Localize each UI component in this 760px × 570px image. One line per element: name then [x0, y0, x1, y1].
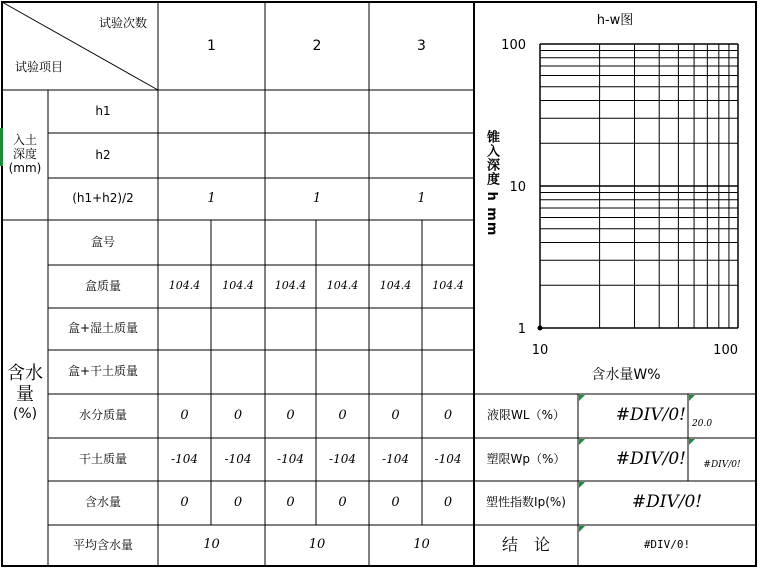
- row-label-h2: h2: [95, 147, 111, 162]
- cell-water-1-0[interactable]: 104.4: [168, 279, 201, 293]
- cell-water-0-3[interactable]: [316, 220, 369, 265]
- cell-water-4-3[interactable]: 0: [338, 407, 347, 423]
- cell-havg-2[interactable]: 1: [312, 190, 322, 206]
- chart-xlabel: 含水量W%: [591, 367, 661, 383]
- cell-water-1-5[interactable]: 104.4: [432, 279, 464, 293]
- cell-water-5-5[interactable]: -104: [434, 451, 462, 466]
- liquid-limit-extra[interactable]: 20.0: [692, 418, 713, 429]
- row-label-water-1: 盒质量: [84, 278, 121, 293]
- conclusion-value[interactable]: #DIV/0!: [643, 538, 691, 552]
- cell-water-1-4[interactable]: 104.4: [379, 279, 412, 293]
- cell-water-6-0[interactable]: 0: [180, 494, 189, 510]
- cell-water-3-1[interactable]: [211, 350, 265, 394]
- cell-water-0-2[interactable]: [265, 220, 316, 265]
- diag-label-trials: 试验次数: [98, 16, 147, 31]
- cell-note-marker: [579, 395, 585, 401]
- plastic-limit-label: 塑限Wp（%）: [486, 451, 566, 466]
- cell-water-3-0[interactable]: [158, 350, 211, 394]
- plastic-limit-value[interactable]: #DIV/0!: [615, 448, 686, 469]
- chart-ylabel: 锥入深度 h mm: [484, 130, 499, 237]
- cell-havg-1[interactable]: 1: [207, 190, 216, 206]
- cell-h2-3[interactable]: [369, 133, 474, 178]
- cell-water-2-4[interactable]: [369, 308, 422, 350]
- depth-label-line1: 入土: [12, 133, 37, 148]
- water-label-line1: 含水: [7, 363, 43, 385]
- depth-group-label: [2, 90, 48, 220]
- cell-water-0-4[interactable]: [369, 220, 422, 265]
- cell-water-3-5[interactable]: [422, 350, 474, 394]
- row-label-water-0: 盒号: [90, 234, 115, 249]
- cell-water-4-2[interactable]: 0: [286, 407, 295, 423]
- y-tick-label: 100: [501, 38, 526, 53]
- trial-header-1: 1: [207, 37, 216, 54]
- cell-water-2-0[interactable]: [158, 308, 211, 350]
- cell-avg-2[interactable]: 10: [308, 537, 326, 553]
- cell-water-4-4[interactable]: 0: [391, 407, 400, 423]
- cell-water-5-2[interactable]: -104: [277, 451, 304, 466]
- depth-label-line3: (mm): [8, 160, 42, 175]
- cell-water-1-2[interactable]: 104.4: [274, 279, 307, 293]
- cell-water-3-4[interactable]: [369, 350, 422, 394]
- cell-note-marker: [689, 439, 695, 445]
- water-group-label: [2, 220, 48, 566]
- cell-water-5-1[interactable]: -104: [224, 451, 252, 466]
- chart-title: h-w图: [596, 13, 634, 28]
- cell-water-6-4[interactable]: 0: [391, 494, 400, 510]
- cell-avg-1[interactable]: 10: [203, 537, 220, 553]
- row-label-water-2: 盒+湿土质量: [67, 321, 139, 336]
- cell-water-2-5[interactable]: [422, 308, 474, 350]
- cell-water-4-1[interactable]: 0: [233, 407, 243, 423]
- x-tick-label: 10: [531, 343, 549, 358]
- cell-water-2-1[interactable]: [211, 308, 265, 350]
- plastic-limit-extra[interactable]: #DIV/0!: [703, 459, 741, 470]
- plasticity-index-label: 塑性指数Ip(%): [486, 495, 566, 510]
- cell-note-marker: [579, 482, 585, 488]
- cell-water-6-5[interactable]: 0: [443, 494, 453, 510]
- cell-water-5-3[interactable]: -104: [329, 451, 356, 466]
- cell-water-6-2[interactable]: 0: [286, 494, 295, 510]
- cell-water-4-5[interactable]: 0: [443, 407, 453, 423]
- cell-water-1-1[interactable]: 104.4: [222, 279, 254, 293]
- cell-h1-1[interactable]: [158, 90, 265, 133]
- cell-h1-3[interactable]: [369, 90, 474, 133]
- liquid-limit-value[interactable]: #DIV/0!: [615, 405, 686, 426]
- y-tick-label: 10: [509, 180, 526, 195]
- cell-water-1-3[interactable]: 104.4: [326, 279, 359, 293]
- cell-avg-3[interactable]: 10: [413, 537, 430, 553]
- y-tick-label: 1: [517, 322, 526, 337]
- cell-water-6-1[interactable]: 0: [233, 494, 243, 510]
- cell-havg-3[interactable]: 1: [417, 190, 426, 206]
- x-tick-label: 100: [713, 343, 738, 358]
- depth-label-line2: 深度: [12, 147, 37, 162]
- diag-label-items: 试验项目: [14, 60, 63, 75]
- cell-water-5-4[interactable]: -104: [382, 451, 409, 466]
- row-label-water-4: 水分质量: [78, 408, 127, 423]
- cell-h2-2[interactable]: [265, 133, 369, 178]
- cell-h1-2[interactable]: [265, 90, 369, 133]
- data-point: [538, 326, 543, 331]
- liquid-limit-label: 液限WL（%）: [487, 408, 565, 423]
- chart-ticks: [501, 38, 738, 358]
- h-w-chart: [474, 2, 756, 394]
- cell-h2-1[interactable]: [158, 133, 265, 178]
- conclusion-label: 结 论: [501, 535, 550, 555]
- cell-water-2-3[interactable]: [316, 308, 369, 350]
- water-label-line2: 量: [16, 383, 34, 405]
- chart-gridlines: [540, 44, 738, 328]
- cell-note-marker: [689, 395, 695, 401]
- row-label-h1: h1: [95, 103, 111, 118]
- cell-water-3-3[interactable]: [316, 350, 369, 394]
- cell-water-0-5[interactable]: [422, 220, 474, 265]
- cell-water-4-0[interactable]: 0: [180, 407, 189, 423]
- cell-note-marker: [579, 439, 585, 445]
- cell-water-0-1[interactable]: [211, 220, 265, 265]
- water-label-line3: (%): [12, 405, 38, 422]
- cell-water-2-2[interactable]: [265, 308, 316, 350]
- cell-water-5-0[interactable]: -104: [171, 451, 198, 466]
- cell-water-0-0[interactable]: [158, 220, 211, 265]
- chart-points: [538, 326, 543, 331]
- plasticity-index-value[interactable]: #DIV/0!: [631, 492, 703, 513]
- cell-water-6-3[interactable]: 0: [338, 494, 347, 510]
- row-label-h-avg: (h1+h2)/2: [72, 191, 134, 206]
- row-label-water-6: 含水量: [84, 495, 121, 510]
- trial-header-2: 2: [312, 37, 322, 54]
- row-label-water-5: 干土质量: [78, 451, 127, 466]
- cell-note-marker: [579, 526, 585, 532]
- cell-water-3-2[interactable]: [265, 350, 316, 394]
- row-label-water-3: 盒+干土质量: [67, 364, 139, 379]
- trial-header-3: 3: [417, 37, 426, 54]
- row-label-avg-water: 平均含水量: [72, 537, 133, 552]
